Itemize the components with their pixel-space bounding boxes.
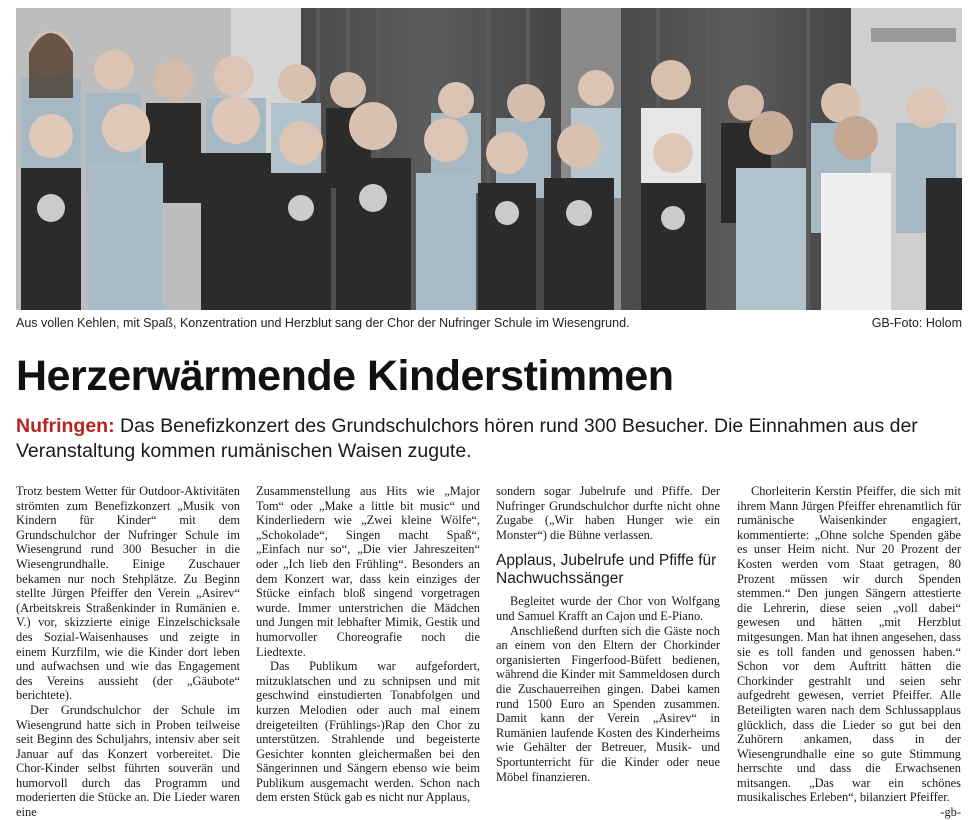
paragraph: sondern sogar Jubelrufe und Pfiffe. Der Nufringer Grundschulchor durfte nicht ohne Zugabe („Wir haben Hunger wie ein Monster“) die Bühne verlassen. <box>496 484 720 542</box>
paragraph: Zusammenstellung aus Hits wie „Major Tom“ oder „Make a little bit music“ und Kinderliedern wie „Zwei kleine Wölfe“, „Schokolade“, Singen macht Spaß“, „Einfach nur so“, „Die vier Jahreszeiten“ oder „Ich lieb den Frühling“. Besonders an dem Konzert war, dass kein einziges der Stücke einfach bloß singend vorgetragen wurde. Immer unterstrichen die Mädchen und Jungen mit lebhafter Mimik, Gestik und humorvoller Choreografie noch die Liedtexte. <box>256 484 480 659</box>
paragraph: Der Grundschulchor der Schule im Wiesengrund hatte sich in Proben teilweise seit Beginn des Schuljahrs, intensiv aber seit Januar auf das Konzert vorbereitet. Die Chor-Kinder selbst führten souverän und humorvoll durch das Programm und moderierten die Stücke an. Die Lieder waren eine <box>16 702 240 820</box>
paragraph: Chorleiterin Kerstin Pfeiffer, die sich mit ihrem Mann Jürgen Pfeiffer ehrenamtlich für rumänische Waisenkinder engagiert, kommentierte: „Ohne solche Spenden gäbe es unser Heim nicht. Nur 20 Prozent der Kosten werden vom Staat getragen, 80 Prozent müssen wir durch Spenden stemmen.“ Den jungen Sängern attestierte die Lehrerin, diese seien „voll dabei“ gewesen und hätten „mit Herzblut mitgesungen. Man hat ihnen angesehen, dass sie es toll fanden und genossen haben.“ Schon vor dem Auftritt hätten die Chorkinder gestrahlt und seien sehr aufgedreht gewesen, verriet Pfeiffer. Alle Beteiligten waren nach dem Schlussapplaus glücklich, dass die Lieder so gut bei den Zuhörern ankamen, dass in der Wiesengrundhalle eine so gute Stimmung herrschte und dass die Erwachsenen mitsangen. „Das war ein schönes musikalisches Erleben“, bilanziert Pfeiffer. <box>737 484 961 805</box>
subheadline-text: Das Benefizkonzert des Grundschulchors hören rund 300 Besucher. Die Einnahmen aus der Veranstaltung kommen rumänischen Waisen zugute. <box>16 415 918 462</box>
photo-credit: GB-Foto: Holom <box>871 316 962 330</box>
paragraph: Begleitet wurde der Chor von Wolfgang und Samuel Krafft an Cajon und E-Piano. <box>496 594 720 623</box>
article-column-3 <box>496 484 720 784</box>
dateline-place: Nufringen: <box>16 415 115 437</box>
article-column-1 <box>16 484 240 820</box>
choir-photo <box>16 8 962 310</box>
paragraph: Das Publikum war aufgefordert, mitzuklatschen und zu schnipsen und mit geschwind einstudierten Tonabfolgen und kurzen Melodien oder auch mal einem dreigeteilten (Frühlings-)Rap den Chor zu unterstützen. Strahlende und begeisterte Gesichter konnten gleichermaßen bei den Sängerinnen und Sängern ebenso wie beim Publikum ausgemacht werden. Schon nach dem ersten Stück gab es nicht nur Applaus, <box>256 659 480 805</box>
photo-caption-bar <box>16 316 962 334</box>
section-heading: Applaus, Jubelrufe und Pfiffe für Nachwuchssänger <box>496 552 717 588</box>
article-column-2 <box>256 484 480 805</box>
headline: Herzerwärmende Kinderstimmen <box>16 352 674 400</box>
paragraph: Trotz bestem Wetter für Outdoor-Aktivitäten strömten zum Benefizkonzert „Musik von Kindern für Kinder“ mit dem Grundschulchor der Nufringer Schule im Wiesengrund rund 300 Besucher in die Wiesengrundhalle. Einige Zuschauer bekamen nur noch Stehplätze. Zu Beginn stellte Jürgen Pfeiffer den Verein „Asirev“ (Arbeitskreis Straßenkinder in Rumänien e. V.) vor, skizzierte einige Einzelschicksale des Sozial-Waisenhauses und zeigte in einem Kurzfilm, wie die Kinder dort leben und aufwachsen und wie das Engagement des Vereins aussieht (der „Gäubote“ berichtete). <box>16 484 240 703</box>
subheadline <box>16 414 956 464</box>
author-byline: -gb- <box>940 805 961 820</box>
photo-caption: Aus vollen Kehlen, mit Spaß, Konzentration und Herzblut sang der Chor der Nufringer Schule im Wiesengrund. <box>16 316 630 330</box>
article-column-4 <box>737 484 961 820</box>
paragraph: Anschließend durften sich die Gäste noch an einem von den Eltern der Chorkinder organisierten Fingerfood-Büfett bedienen, während die Kinder mit Sammeldosen durch die Zuschauerreihen gingen. Dabei kamen rund 1500 Euro an Spenden zusammen. Damit kann der Verein „Asirev“ in Rumänien laufende Kosten des Kinderheims wie Gehälter der Betreuer, Musik- und Sportunterricht für die Kinder oder neue Möbel finanzieren. <box>496 623 720 784</box>
choir-photo-illustration <box>16 8 962 310</box>
